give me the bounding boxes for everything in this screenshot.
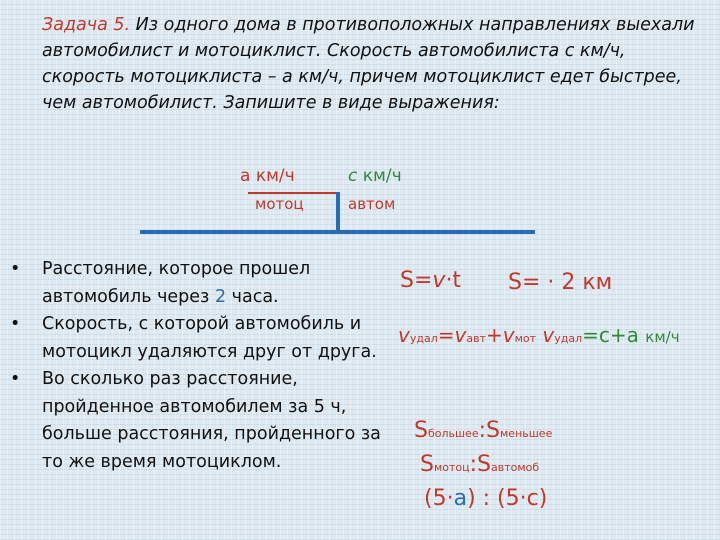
question-3-text: Во сколько раз расстояние, пройденное автомобилем за 5 ч, больше расстояния, пройденного за то же время мотоциклом. <box>42 369 381 472</box>
formula-distance-car: S= · 2 км <box>508 270 613 295</box>
question-item <box>10 256 390 311</box>
moto-label: мотоц <box>255 195 304 213</box>
bullet-icon: • <box>10 314 21 334</box>
task-text: Из одного дома в противоположных направлениях выехали автомобилист и мотоциклист. Скорость автомобилиста с км/ч, скорость мотоциклиста – а км/ч, причем мотоциклист едет быстрее, чем автомобилист. Запишите в виде выражения: <box>42 15 695 113</box>
question-1-number: 2 <box>214 286 227 307</box>
question-item <box>10 366 390 476</box>
question-item <box>10 311 390 366</box>
moto-direction-line <box>248 192 338 194</box>
bullet-icon: • <box>10 259 21 279</box>
car-label: автом <box>348 195 396 213</box>
formula-distance-general: S=v·t <box>400 268 462 293</box>
house-marker <box>336 192 340 232</box>
formula-ratio-values: (5·а) : (5·с) <box>424 486 548 511</box>
road-line <box>140 230 535 234</box>
car-speed-var: с <box>348 166 358 186</box>
car-speed-label <box>348 166 402 186</box>
question-2-text: Скорость, с которой автомобиль и мотоцикл удаляются друг от друга. <box>42 314 377 362</box>
task-label: Задача 5. <box>42 15 131 35</box>
task-statement <box>42 12 710 116</box>
formula-ratio-general: Sбольшее:Sменьшее <box>414 418 553 443</box>
formula-separation-speed: vудал=vавт+vмот vудал=с+а км/ч <box>398 323 680 347</box>
question-list <box>10 256 390 476</box>
question-1-text: Расстояние, которое прошел автомобиль через <box>42 259 311 307</box>
question-1-end: часа. <box>226 286 279 307</box>
car-speed-unit: км/ч <box>357 166 402 186</box>
formula-ratio-named: Sмотоц:Sавтомоб <box>420 452 540 477</box>
bullet-icon: • <box>10 369 21 389</box>
moto-speed-label: а км/ч <box>240 166 295 186</box>
